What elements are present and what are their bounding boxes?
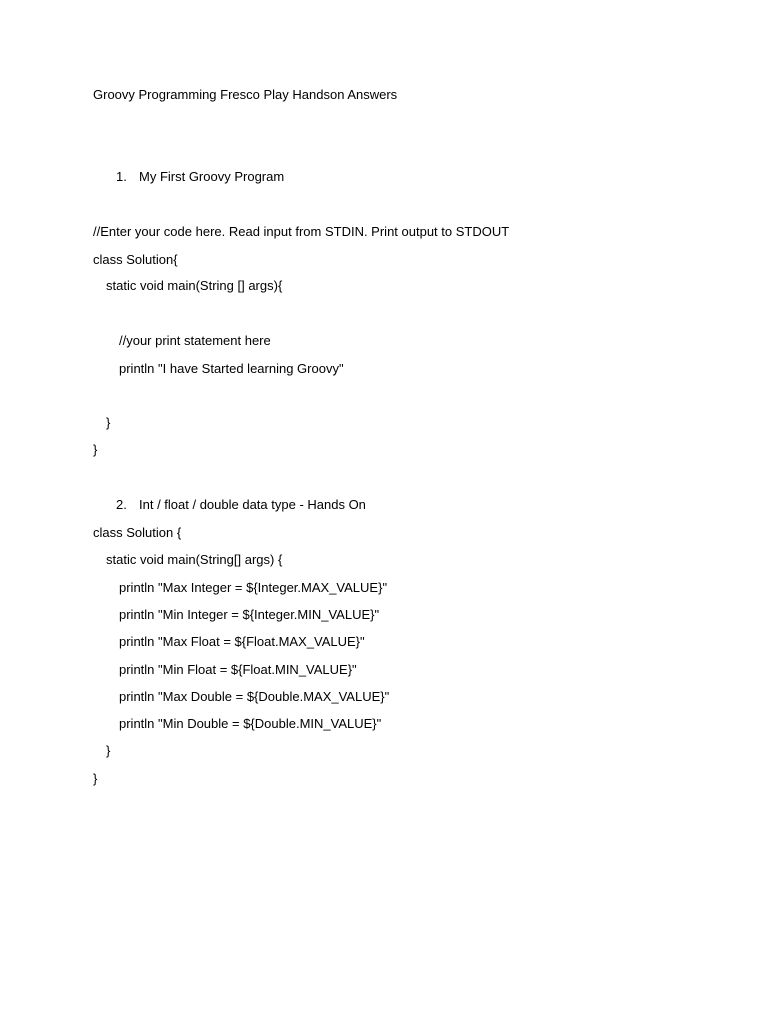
code-line: println "Min Double = ${Double.MIN_VALUE}" xyxy=(119,716,382,731)
section-2-number: 2. xyxy=(116,497,127,512)
code-line: println "I have Started learning Groovy" xyxy=(119,361,344,376)
code-line: println "Max Integer = ${Integer.MAX_VALUE}" xyxy=(119,580,388,595)
code-line: class Solution{ xyxy=(93,252,178,267)
code-line: //Enter your code here. Read input from STDIN. Print output to STDOUT xyxy=(93,224,510,239)
code-line: class Solution { xyxy=(93,525,182,540)
code-line: } xyxy=(106,743,111,758)
code-line: println "Max Double = ${Double.MAX_VALUE}" xyxy=(119,689,390,704)
code-line: } xyxy=(106,415,111,430)
code-line: } xyxy=(93,442,98,457)
code-line: println "Min Float = ${Float.MIN_VALUE}" xyxy=(119,662,357,677)
code-line: } xyxy=(93,771,98,786)
code-line: //your print statement here xyxy=(119,333,271,348)
code-line: static void main(String [] args){ xyxy=(106,278,283,293)
section-1-number: 1. xyxy=(116,169,127,184)
document-title: Groovy Programming Fresco Play Handson Answers xyxy=(93,87,398,102)
code-line: println "Max Float = ${Float.MAX_VALUE}" xyxy=(119,634,365,649)
code-line: static void main(String[] args) { xyxy=(106,552,283,567)
section-1-heading: My First Groovy Program xyxy=(139,169,285,184)
section-2-heading: Int / float / double data type - Hands On xyxy=(139,497,366,512)
code-line: println "Min Integer = ${Integer.MIN_VALUE}" xyxy=(119,607,380,622)
